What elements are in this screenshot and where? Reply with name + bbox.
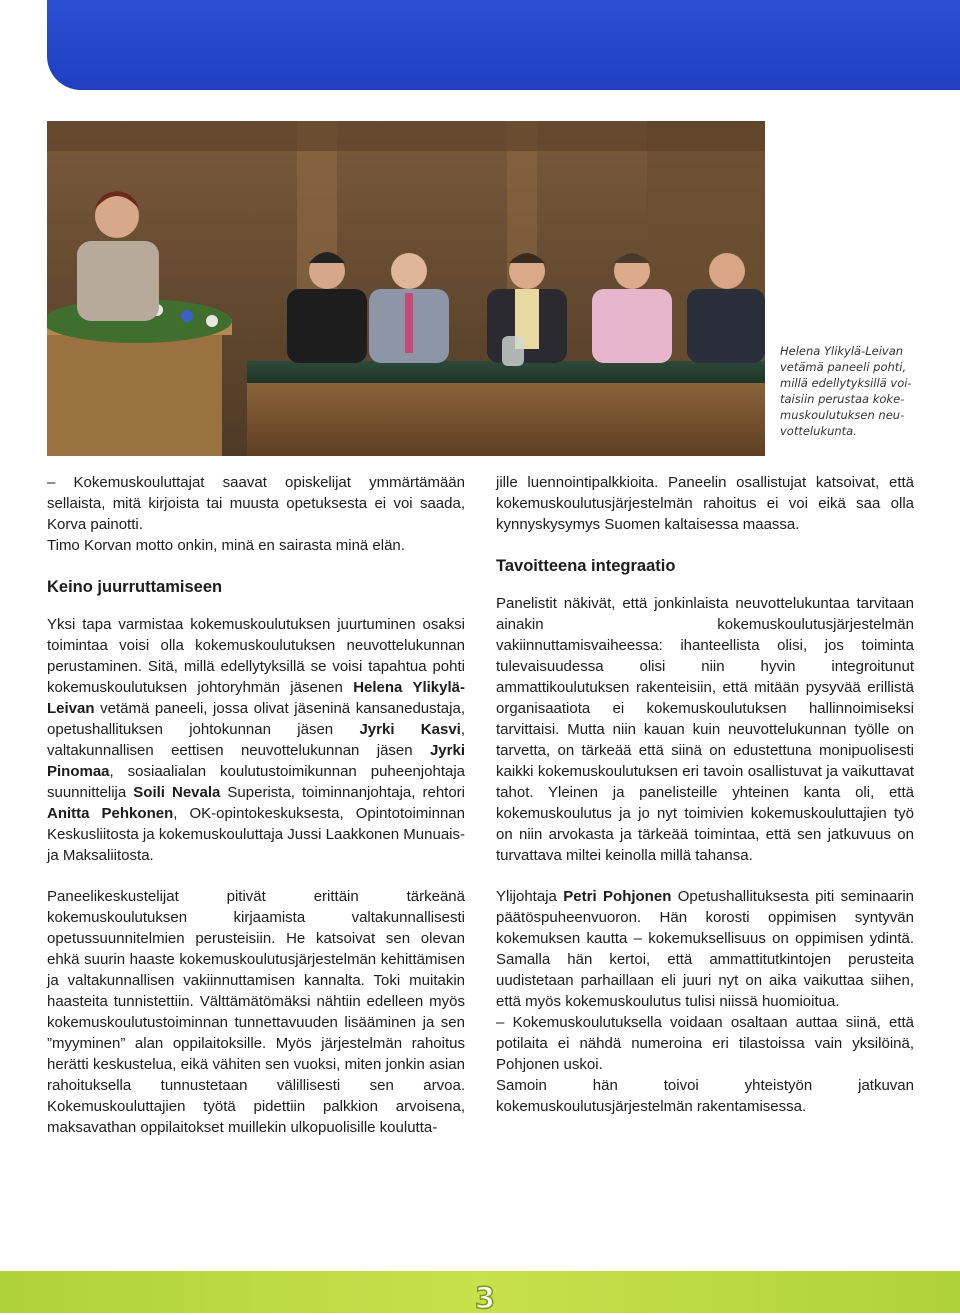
text-run: , valtakunnallisen eettisen neuvottelukunnan jäsen: [47, 721, 465, 759]
person-name: Jyrki Pinomaa: [47, 742, 465, 780]
person-name: Soili Nevala: [133, 784, 221, 801]
person-name: Anitta Pehkonen: [47, 805, 174, 822]
caption-line: taisiin perustaa koke-: [780, 392, 905, 406]
caption-line: millä edellytyksillä voi-: [780, 376, 912, 390]
header-band: [47, 0, 960, 90]
paragraph: jille luennointipalkkioita. Paneelin osallistujat katsoivat, että kokemuskoulutusjärjestelmän rahoitus ei voi eikä saa olla kynnyskysymys Suomen kaltaisessa maassa.: [496, 474, 914, 533]
text-run: Opetushallituksesta piti seminaarin päätöspuheenvuoron. Hän korosti oppimisen syntyvän kokemuksen kautta – kokemuksellisuus on oppimisen ydintä. Samalla hän kertoi, että ammattitutkintojen perusteita uudistetaan parhaillaan eli juuri nyt on aika vaikuttaa siihen, että myös kokemuskoulutus tulisi niissä huomioitua.: [496, 888, 915, 1010]
section-heading: Keino juurruttamiseen: [47, 578, 223, 596]
left-column: [47, 472, 465, 1138]
person-name: Helena Ylikylä-Leivan: [47, 679, 465, 717]
panel-photo-illustration: [47, 121, 765, 456]
paragraph: – Kokemuskoulutuksella voidaan osaltaan auttaa siinä, että potilaita ei nähdä numeroina eri tilastoissa vain yksilöinä, Pohjonen uskoi.: [496, 1014, 914, 1073]
right-column: [496, 472, 914, 1117]
caption-line: Helena Ylikylä-Leivan: [780, 344, 904, 358]
paragraph: Paneelikeskustelijat pitivät erittäin tärkeänä kokemuskoulutuksen kirjaamista valtakunnallisesti opetussuunnitelmien perusteisiin. He katsoivat sen olevan ehkä suurin haaste kokemuskoulutusjärjestelmän kehittämisen ja valtakunnallisen vakiinnuttamisen kannalta. Toki muitakin haasteita tunnistettiin. Välttämätömäksi nähtiin edelleen myös kokemuskoulutustoiminnan tunnettavuuden lisääminen ja sen ”myyminen” alan oppilaitoksille. Myös järjestelmän rahoitus herätti keskustelua, eikä vähiten sen vuoksi, miten jonkin asian rahoituksella tunnustetaan välillisesti sen arvoa. Kokemuskouluttajien työtä pidettiin palkkion arvoisena, maksavathan oppilaitokset muillekin ulkopuolisille koulutta-: [47, 888, 465, 1136]
page-number: 3: [474, 1281, 496, 1315]
paragraph: [496, 886, 914, 1012]
panel-photo: [47, 121, 765, 456]
intro-motto: Timo Korvan motto onkin, minä en sairasta minä elän.: [47, 537, 405, 554]
text-run: , sosiaalialan koulutustoimikunnan puheenjohtaja suunnittelija: [47, 763, 465, 801]
paragraph: Panelistit näkivät, että jonkinlaista neuvottelukuntaa tarvitaan ainakin kokemuskoulutusjärjestelmän vakiinnuttamisvaiheessa: ihanteellista olisi, jos toiminta tulevaisuudessa olisi niin hyvin integroitunut ammattikoulutuksen rakenteisiin, että mitään pysyvää erillistä organisaatiota ei kokemuskoulutuksen hallinnoimiseksi tarvittaisi. Mutta niin kauan kuin neuvottelukunnan työlle on tarvetta, on tärkeää että siinä on edustettuna monipuolisesti kaikki kokemuskoulutuksen eri tavoin osallistuvat ja vaikuttavat tahot. Yleinen ja panelisteille yhteinen kanta oli, että kokemuskoulutus ja jo nyt toimivien kokemuskouluttajien työ on niin arvokasta ja tärkeää toimintaa, että sen jatkuvuus on turvattava miltei keinolla millä tahansa.: [496, 595, 914, 864]
caption-line: muskoulutuksen neu-: [780, 408, 905, 422]
person-name: Jyrki Kasvi: [359, 721, 461, 738]
caption-line: vottelukunta.: [780, 424, 857, 438]
paragraph: [47, 614, 465, 866]
text-run: Yksi tapa varmistaa kokemuskoulutuksen juurtuminen osaksi toimintaa voisi olla kokemuskoulutuksen neuvottelukunnan perustaminen. Sitä, millä edellytyksillä se voisi tapahtua pohti kokemuskoulutuksen johtoryhmän jäsenen: [47, 616, 465, 696]
photo-caption: [780, 343, 950, 439]
section-heading: Tavoitteena integraatio: [496, 557, 676, 575]
paragraph: Samoin hän toivoi yhteistyön jatkuvan kokemuskoulutusjärjestelmän rakentamisessa.: [496, 1077, 914, 1115]
text-run: , OK-opintokeskuksesta, Opintotoiminnan Keskusliitosta ja kokemuskouluttaja Jussi Laakkonen Munuais- ja Maksaliitosta.: [47, 805, 465, 864]
text-run: Ylijohtaja: [496, 888, 564, 905]
caption-line: vetämä paneeli pohti,: [780, 360, 907, 374]
intro-quote: – Kokemuskouluttajat saavat opiskelijat ymmärtämään sellaista, mitä kirjoista tai muusta opetuksesta ei voi saada, Korva painotti.: [47, 474, 465, 533]
text-run: Superista, toiminnanjohtaja, rehtori: [220, 784, 465, 801]
person-name: Petri Pohjonen: [563, 888, 672, 905]
text-run: vetämä paneeli, jossa olivat jäseninä kansanedustaja, opetushallituksen johtokunnan jäsen: [47, 700, 465, 738]
